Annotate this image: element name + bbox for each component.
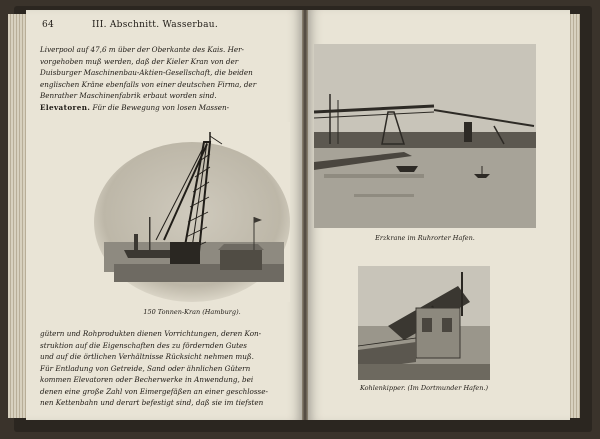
page-edges-left: [8, 14, 26, 418]
text-line: Benrather Maschinenfabrik erbaut worden sind.: [40, 91, 217, 100]
text-line: gütern und Rohprodukten dienen Vorrichtungen, deren Kon-: [40, 329, 262, 338]
section-line: [40, 102, 290, 114]
section-lead: Für die Bewegung von losen Massen-: [92, 102, 230, 112]
section-heading: Elevatoren.: [40, 102, 91, 112]
coal-tipper-photo: [358, 266, 490, 380]
top-paragraph: [40, 44, 290, 113]
text-line: englischen Kräne ebenfalls von einer deutschen Firma, der: [40, 79, 257, 89]
crane-caption: 150 Tonnen-Kran (Hamburg).: [143, 308, 241, 316]
text-line: nen Kettenbahn und derart befestigt sind, daß sie im tiefsten: [40, 398, 264, 407]
text-line: struktion auf die Eigenschaften des zu fördernden Gutes: [40, 340, 247, 350]
text-line: und auf die örtlichen Verhältnisse Rücksicht nehmen muß.: [40, 352, 254, 361]
text-line: Für Entladung von Getreide, Sand oder ähnlichen Gütern: [40, 363, 251, 373]
coal-tipper-caption: Kohlenkipper. (Im Dortmunder Hafen.): [359, 384, 489, 392]
text-line: kommen Elevatoren oder Becherwerke in Anwendung, bei: [40, 375, 254, 384]
running-head: III. Abschnitt. Wasserbau.: [92, 20, 219, 30]
page-edges-right: [570, 14, 580, 418]
crane-illustration: [94, 122, 290, 302]
harbor-photo: [314, 44, 536, 228]
text-line: Duisburger Maschinenbau-Aktien-Gesellschaft, die beiden: [40, 68, 253, 77]
right-page: [308, 10, 570, 420]
text-line: denen eine große Zahl von Eimergefäßen an einer geschlosse-: [40, 386, 268, 396]
text-line: Liverpool auf 47,6 m über der Oberkante des Kais. Her-: [40, 45, 244, 54]
text-line: vorgehoben muß werden, daß der Kieler Kran von der: [40, 56, 239, 66]
page-number: 64: [42, 20, 55, 30]
bottom-paragraph: [40, 328, 290, 409]
harbor-caption: Erzkrane im Ruhrorter Hafen.: [375, 234, 475, 242]
left-page: [26, 10, 302, 420]
